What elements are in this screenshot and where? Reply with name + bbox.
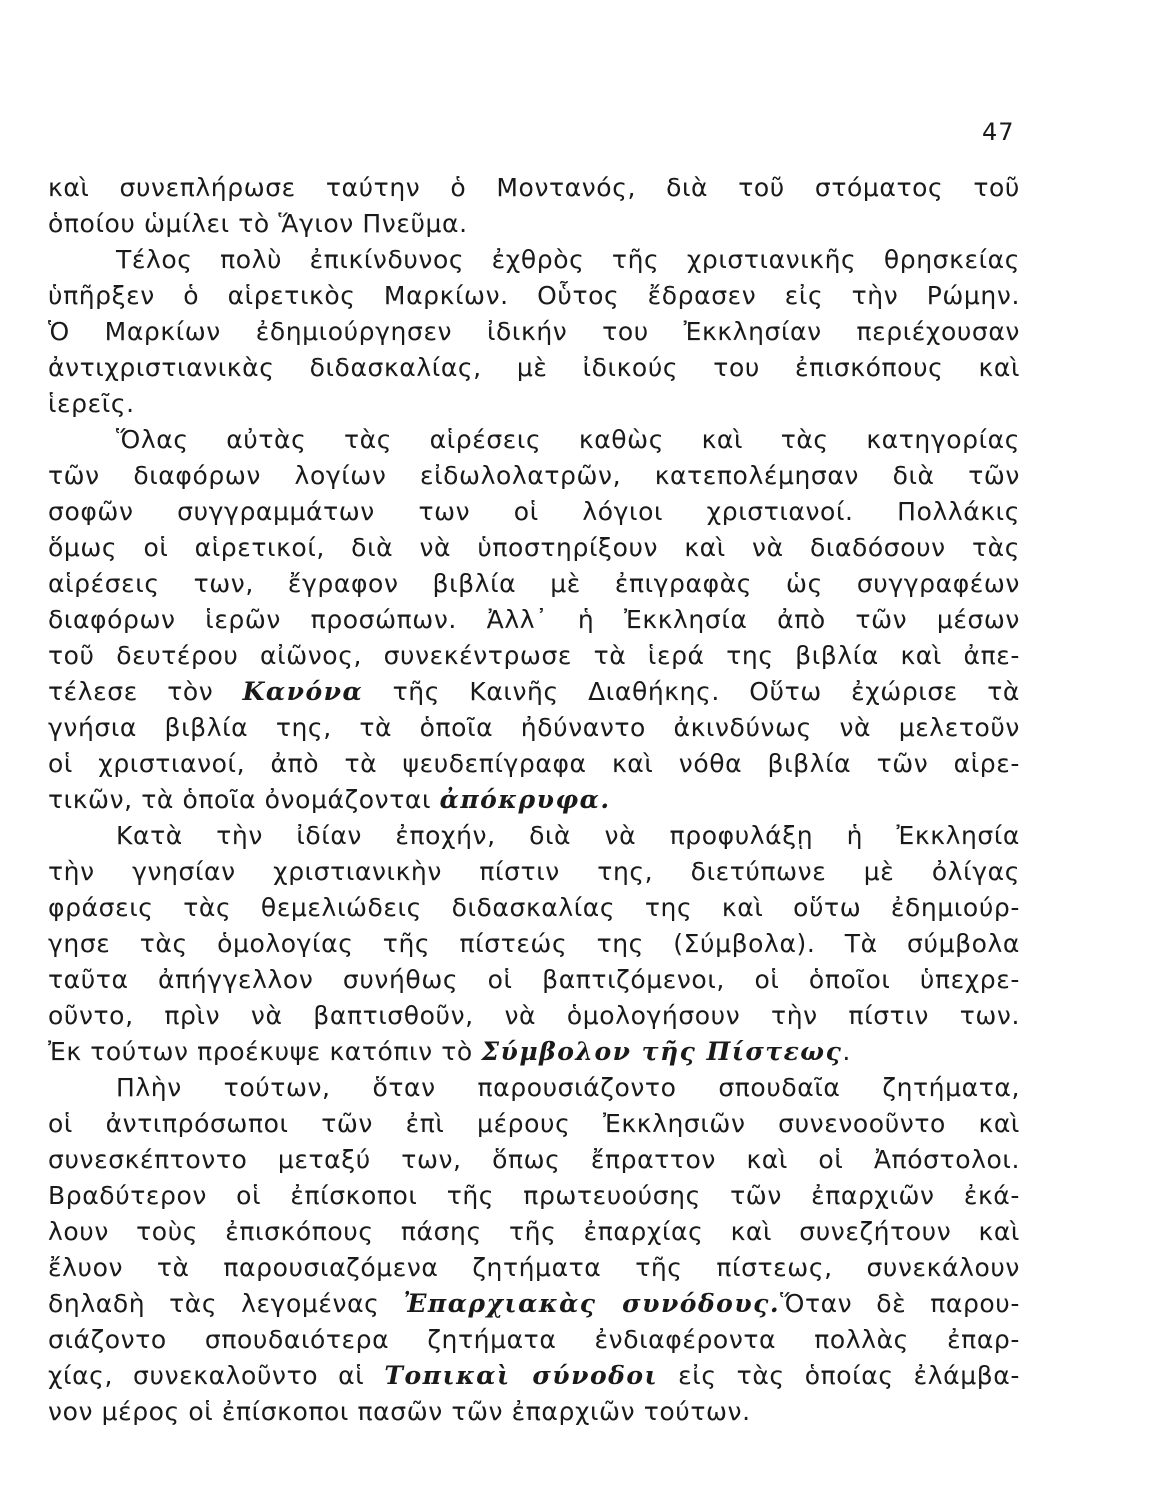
text-segment: Τέλος πολὺ ἐπικίνδυνος ἐχθρὸς τῆς χριστιανικῆς θρησκείας [116, 245, 1020, 274]
text-line [48, 458, 1020, 494]
text-line [48, 1142, 1020, 1178]
text-segment: λουν τοὺς ἐπισκόπους πάσης τῆς ἐπαρχίας καὶ συνεζήτουν καὶ [48, 1217, 1020, 1246]
text-line [48, 206, 1020, 242]
text-line [48, 926, 1020, 962]
text-segment: χίας, συνεκαλοῦντο αἱ [48, 1361, 385, 1390]
text-segment: τῆς Καινῆς Διαθήκης. Οὕτω ἐχώρισε τὰ [363, 677, 1020, 706]
text-line [48, 530, 1020, 566]
text-segment: τὴν γνησίαν χριστιανικὴν πίστιν της, διετύπωνε μὲ ὀλίγας [48, 857, 1020, 886]
emphasized-term: ἀπόκρυφα. [439, 785, 611, 814]
text-segment: ἱερεῖς. [48, 389, 135, 418]
emphasized-term: Σύμβολον τῆς Πίστεως [481, 1037, 843, 1066]
text-line [48, 782, 1020, 818]
text-line [48, 1070, 1020, 1106]
text-segment: διαφόρων ἱερῶν προσώπων. Ἀλλ᾽ ἡ Ἐκκλησία ἀπὸ τῶν μέσων [48, 605, 1020, 634]
text-segment: τέλεσε τὸν [48, 677, 243, 706]
text-segment: ταῦτα ἀπήγγελλον συνήθως οἱ βαπτιζόμενοι, οἱ ὁποῖοι ὑπεχρε- [48, 965, 1020, 994]
text-line [48, 746, 1020, 782]
text-line [48, 1394, 1020, 1430]
text-segment: Ὁ Μαρκίων ἐδημιούργησεν ἰδικήν του Ἐκκλησίαν περιέχουσαν [48, 317, 1020, 346]
text-segment: οἱ ἀντιπρόσωποι τῶν ἐπὶ μέρους Ἐκκλησιῶν συνενοοῦντο καὶ [48, 1109, 1020, 1138]
text-segment: φράσεις τὰς θεμελιώδεις διδασκαλίας της καὶ οὕτω ἐδημιούρ- [48, 893, 1020, 922]
text-segment: ὁποίου ὡμίλει τὸ Ἅγιον Πνεῦμα. [48, 209, 468, 238]
text-segment: . [842, 1037, 851, 1066]
text-segment: Κατὰ τὴν ἰδίαν ἐποχήν, διὰ νὰ προφυλάξῃ ἡ Ἐκκλησία [116, 821, 1020, 850]
text-segment: ἔλυον τὰ παρουσιαζόμενα ζητήματα τῆς πίστεως, συνεκάλουν [48, 1253, 1020, 1282]
text-segment: εἰς τὰς ὁποίας ἐλάμβα- [658, 1361, 1020, 1390]
text-segment: Ὅλας αὐτὰς τὰς αἱρέσεις καθὼς καὶ τὰς κατηγορίας [116, 425, 1020, 454]
text-line [48, 962, 1020, 998]
text-segment: γνήσια βιβλία της, τὰ ὁποῖα ἠδύναντο ἀκινδύνως νὰ μελετοῦν [48, 713, 1020, 742]
text-segment: Ἐκ τούτων προέκυψε κατόπιν τὸ [48, 1037, 482, 1066]
text-line [48, 854, 1020, 890]
text-line [48, 602, 1020, 638]
text-segment: δηλαδὴ τὰς λεγομένας [48, 1289, 404, 1318]
text-line [48, 1358, 1020, 1394]
text-line [48, 278, 1020, 314]
text-line [48, 998, 1020, 1034]
text-line [48, 1322, 1020, 1358]
text-line [48, 314, 1020, 350]
text-segment: τῶν διαφόρων λογίων εἰδωλολατρῶν, κατεπολέμησαν διὰ τῶν [48, 461, 1020, 490]
text-segment: οἱ χριστιανοί, ἀπὸ τὰ ψευδεπίγραφα καὶ νόθα βιβλία τῶν αἱρε- [48, 749, 1020, 778]
text-line [48, 350, 1020, 386]
text-line [48, 710, 1020, 746]
text-line [48, 818, 1020, 854]
text-line [48, 422, 1020, 458]
page-number: 47 [982, 118, 1015, 146]
text-segment: ὑπῆρξεν ὁ αἱρετικὸς Μαρκίων. Οὗτος ἔδρασεν εἰς τὴν Ρώμην. [48, 281, 1020, 310]
text-segment: Πλὴν τούτων, ὅταν παρουσιάζοντο σπουδαῖα ζητήματα, [116, 1073, 1020, 1102]
text-line [48, 1250, 1020, 1286]
text-line [48, 1286, 1020, 1322]
text-segment: ὅμως οἱ αἱρετικοί, διὰ νὰ ὑποστηρίξουν καὶ νὰ διαδόσουν τὰς [48, 533, 1020, 562]
text-segment: Βραδύτερον οἱ ἐπίσκοποι τῆς πρωτευούσης τῶν ἐπαρχιῶν ἐκά- [48, 1181, 1020, 1210]
text-segment: καὶ συνεπλήρωσε ταύτην ὁ Μοντανός, διὰ τοῦ στόματος τοῦ [48, 173, 1020, 202]
text-segment: αἱρέσεις των, ἔγραφον βιβλία μὲ ἐπιγραφὰς ὡς συγγραφέων [48, 569, 1020, 598]
emphasized-term: Τοπικαὶ σύνοδοι [384, 1361, 659, 1390]
text-line [48, 890, 1020, 926]
text-segment: τοῦ δευτέρου αἰῶνος, συνεκέντρωσε τὰ ἱερά της βιβλία καὶ ἀπε- [48, 641, 1020, 670]
text-line [48, 494, 1020, 530]
emphasized-term: Ἐπαρχιακὰς συνόδους. [403, 1289, 781, 1318]
text-segment: σοφῶν συγγραμμάτων των οἱ λόγιοι χριστιανοί. Πολλάκις [48, 497, 1020, 526]
text-segment: Ὅταν δὲ παρου- [780, 1289, 1020, 1318]
text-line [48, 1106, 1020, 1142]
text-line [48, 638, 1020, 674]
text-segment: ἀντιχριστιανικὰς διδασκαλίας, μὲ ἰδικούς του ἐπισκόπους καὶ [48, 353, 1020, 382]
text-line [48, 1178, 1020, 1214]
text-line [48, 170, 1020, 206]
text-segment: τικῶν, τὰ ὁποῖα ὀνομάζονται [48, 785, 440, 814]
text-segment: σιάζοντο σπουδαιότερα ζητήματα ἐνδιαφέροντα πολλὰς ἐπαρ- [48, 1325, 1020, 1354]
text-segment: νον μέρος οἱ ἐπίσκοποι πασῶν τῶν ἐπαρχιῶν τούτων. [48, 1397, 751, 1426]
text-line [48, 674, 1020, 710]
text-line [48, 242, 1020, 278]
text-line [48, 386, 1020, 422]
text-segment: γησε τὰς ὁμολογίας τῆς πίστεώς της (Σύμβολα). Τὰ σύμβολα [48, 929, 1020, 958]
text-segment: οῦντο, πρὶν νὰ βαπτισθοῦν, νὰ ὁμολογήσουν τὴν πίστιν των. [48, 1001, 1020, 1030]
text-line [48, 1214, 1020, 1250]
emphasized-term: Κανόνα [242, 677, 364, 706]
text-line [48, 566, 1020, 602]
text-line [48, 1034, 1020, 1070]
text-segment: συνεσκέπτοντο μεταξύ των, ὅπως ἔπραττον καὶ οἱ Ἀπόστολοι. [48, 1145, 1020, 1174]
